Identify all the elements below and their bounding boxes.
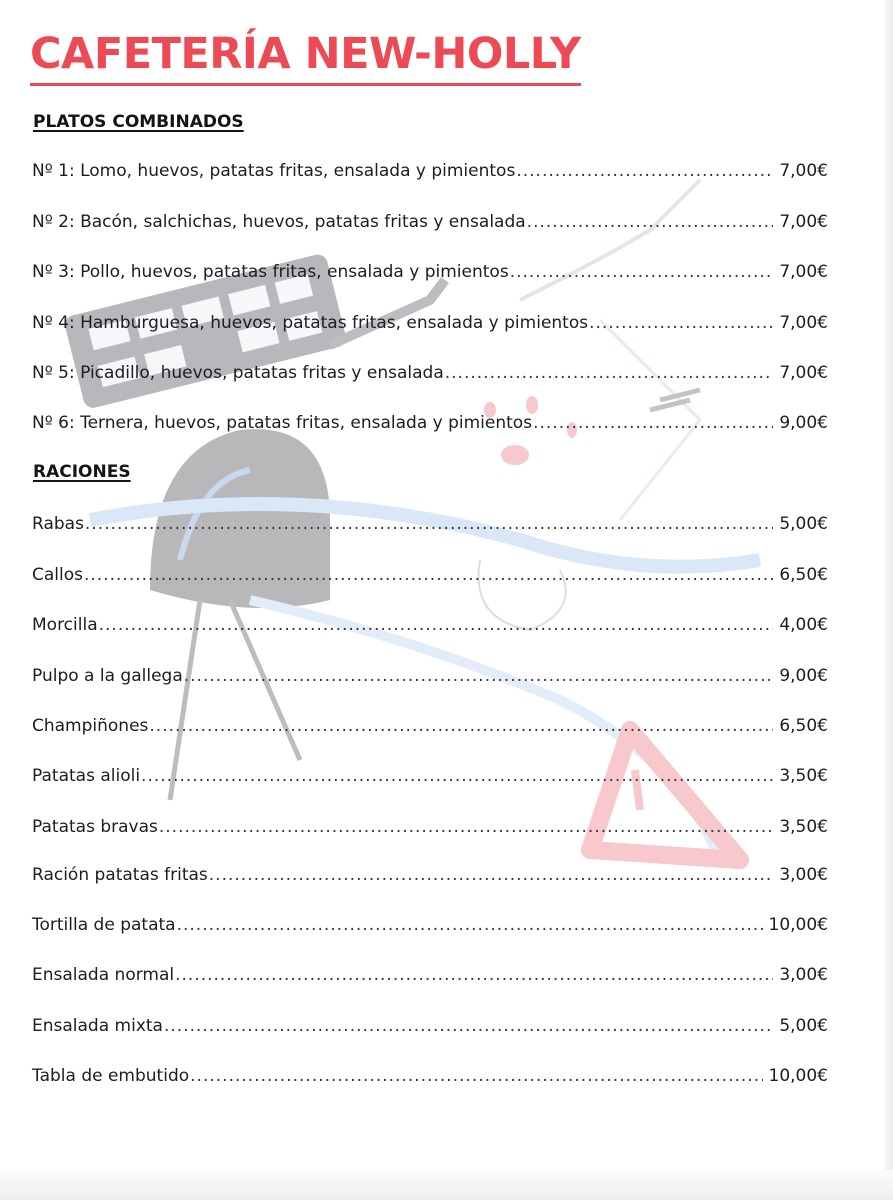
item-price: 10,00€: [768, 915, 828, 935]
item-name: Ración patatas fritas: [32, 865, 208, 885]
menu-item: [32, 563, 828, 587]
menu-item: [32, 963, 828, 987]
dot-leader: [177, 913, 763, 937]
item-name: Ensalada normal: [32, 965, 175, 985]
item-name: Pulpo a la gallega: [32, 666, 183, 686]
item-price: 3,50€: [779, 817, 828, 837]
dot-leader: [85, 512, 773, 536]
item-price: 7,00€: [779, 313, 828, 333]
dot-leader: [159, 815, 773, 839]
item-price: 3,00€: [779, 865, 828, 885]
menu-item: [32, 664, 828, 688]
dot-leader: [589, 311, 773, 335]
menu-item: [32, 159, 828, 183]
dot-leader: [141, 764, 773, 788]
item-price: 6,50€: [779, 716, 828, 736]
page-edge-bottom: [0, 1170, 893, 1200]
item-name: Patatas alioli: [32, 766, 141, 786]
page-edge: [885, 0, 893, 1200]
item-price: 9,00€: [779, 666, 828, 686]
menu-item: [32, 361, 828, 385]
section-heading-raciones: RACIONES: [33, 462, 131, 482]
menu-item: [32, 714, 828, 738]
item-name: Patatas bravas: [32, 817, 158, 837]
menu-item: [32, 210, 828, 234]
item-name: Rabas: [32, 514, 84, 534]
item-name: Tabla de embutido: [32, 1066, 190, 1086]
menu-item: [32, 1064, 828, 1088]
menu-item: [32, 1014, 828, 1038]
menu-item: [32, 311, 828, 335]
item-price: 7,00€: [779, 161, 828, 181]
item-name: Callos: [32, 565, 83, 585]
menu-item: [32, 613, 828, 637]
menu-item: [32, 913, 828, 937]
menu-item: [32, 260, 828, 284]
item-name: Nº 2: Bacón, salchichas, huevos, patatas fritas y ensalada: [32, 212, 526, 232]
item-price: 10,00€: [768, 1066, 828, 1086]
item-price: 7,00€: [779, 212, 828, 232]
item-name: Nº 4: Hamburguesa, huevos, patatas fritas, ensalada y pimientos: [32, 313, 589, 333]
item-name: Morcilla: [32, 615, 98, 635]
dot-leader: [510, 260, 774, 284]
dot-leader: [445, 361, 774, 385]
dot-leader: [99, 613, 774, 637]
item-price: 7,00€: [779, 363, 828, 383]
item-name: Tortilla de patata: [32, 915, 176, 935]
menu-item: [32, 764, 828, 788]
section-heading-platos-combinados: PLATOS COMBINADOS: [33, 112, 244, 132]
item-price: 9,00€: [779, 413, 828, 433]
item-price: 3,00€: [779, 965, 828, 985]
item-price: 5,00€: [779, 514, 828, 534]
item-price: 6,50€: [779, 565, 828, 585]
item-name: Nº 6: Ternera, huevos, patatas fritas, ensalada y pimientos: [32, 413, 533, 433]
item-name: Nº 3: Pollo, huevos, patatas fritas, ensalada y pimientos: [32, 262, 509, 282]
dot-leader: [516, 159, 773, 183]
dot-leader: [175, 963, 773, 987]
dot-leader: [533, 411, 773, 435]
dot-leader: [190, 1064, 762, 1088]
dot-leader: [149, 714, 773, 738]
item-name: Nº 1: Lomo, huevos, patatas fritas, ensalada y pimientos: [32, 161, 516, 181]
dot-leader: [527, 210, 774, 234]
item-price: 5,00€: [779, 1016, 828, 1036]
menu-item: [32, 512, 828, 536]
menu-item: [32, 815, 828, 839]
item-name: Ensalada mixta: [32, 1016, 163, 1036]
dot-leader: [164, 1014, 773, 1038]
dot-leader: [84, 563, 773, 587]
menu-title: CAFETERÍA NEW-HOLLY: [30, 26, 581, 86]
item-price: 3,50€: [779, 766, 828, 786]
item-name: Nº 5: Picadillo, huevos, patatas fritas y ensalada: [32, 363, 444, 383]
item-price: 4,00€: [779, 615, 828, 635]
menu-item: [32, 411, 828, 435]
menu-item: [32, 863, 828, 887]
dot-leader: [184, 664, 774, 688]
item-name: Champiñones: [32, 716, 149, 736]
item-price: 7,00€: [779, 262, 828, 282]
dot-leader: [209, 863, 774, 887]
